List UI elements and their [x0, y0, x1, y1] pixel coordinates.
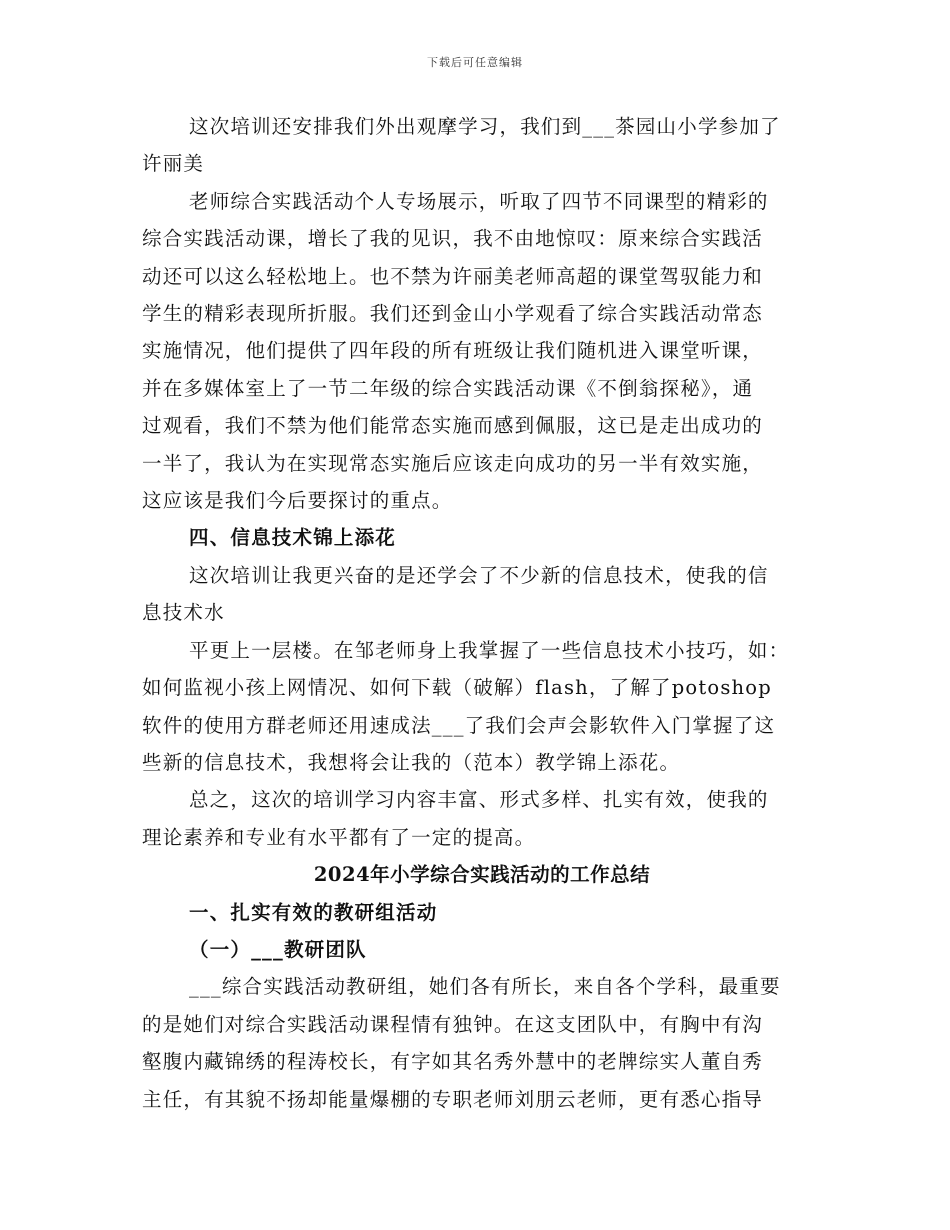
paragraph-line: 的是她们对综合实践活动课程情有独钟。在这支团队中，有胸中有沟	[142, 1012, 764, 1036]
paragraph-line: 并在多媒体室上了一节二年级的综合实践活动课《不倒翁探秘》，通	[142, 376, 754, 400]
paragraph-line: 学生的精彩表现所折服。我们还到金山小学观看了综合实践活动常态	[142, 302, 764, 326]
paragraph-line: 平更上一层楼。在邹老师身上我掌握了一些信息技术小技巧，如：	[189, 638, 790, 662]
paragraph-line: 主任，有其貌不扬却能量爆棚的专职老师刘朋云老师，更有悉心指导	[142, 1087, 764, 1111]
subsection-heading: （一）___教研团队	[189, 937, 367, 961]
paragraph-line: 理论素养和专业有水平都有了一定的提高。	[142, 825, 536, 849]
document-title: 2024年小学综合实践活动的工作总结	[313, 863, 651, 887]
paragraph-line: 过观看，我们不禁为他们能常态实施而感到佩服，这已是走出成功的	[142, 414, 764, 438]
paragraph-line: 综合实践活动课，增长了我的见识，我不由地惊叹：原来综合实践活	[142, 227, 764, 251]
paragraph-line: 实施情况，他们提供了四年段的所有班级让我们随机进入课堂听课，	[142, 339, 764, 363]
paragraph-line: 软件的使用方群老师还用速成法___了我们会声会影软件入门掌握了这	[142, 713, 776, 737]
paragraph-line: 这次培训让我更兴奋的是还学会了不少新的信息技术，使我的信	[189, 563, 769, 587]
paragraph-line: 总之，这次的培训学习内容丰富、形式多样、扎实有效，使我的	[189, 788, 769, 812]
paragraph-line: ___综合实践活动教研组，她们各有所长，来自各个学科，最重要	[189, 975, 781, 999]
paragraph-line: 这应该是我们今后要探讨的重点。	[142, 489, 453, 513]
section-heading: 四、信息技术锦上添花	[189, 526, 397, 550]
paragraph-line: 许丽美	[142, 152, 205, 176]
paragraph-line: 壑腹内藏锦绣的程涛校长，有字如其名秀外慧中的老牌综实人董自秀	[142, 1050, 764, 1074]
paragraph-line: 息技术水	[142, 601, 225, 625]
document-body	[142, 108, 822, 1118]
paragraph-line: 动还可以这么轻松地上。也不禁为许丽美老师高超的课堂驾驭能力和	[142, 264, 764, 288]
section-heading: 一、扎实有效的教研组活动	[189, 900, 438, 924]
paragraph-line: 一半了，我认为在实现常态实施后应该走向成功的另一半有效实施，	[142, 451, 764, 475]
paragraph-line: 这次培训还安排我们外出观摩学习，我们到___茶园山小学参加了	[189, 115, 781, 138]
paragraph-line: 如何监视小孩上网情况、如何下载（破解）flash，了解了potoshop	[142, 676, 772, 700]
paragraph-line: 老师综合实践活动个人专场展示，听取了四节不同课型的精彩的	[189, 189, 769, 213]
paragraph-line: 些新的信息技术，我想将会让我的（范本）教学锦上添花。	[142, 750, 681, 774]
page-header: 下载后可任意编辑	[427, 56, 523, 69]
